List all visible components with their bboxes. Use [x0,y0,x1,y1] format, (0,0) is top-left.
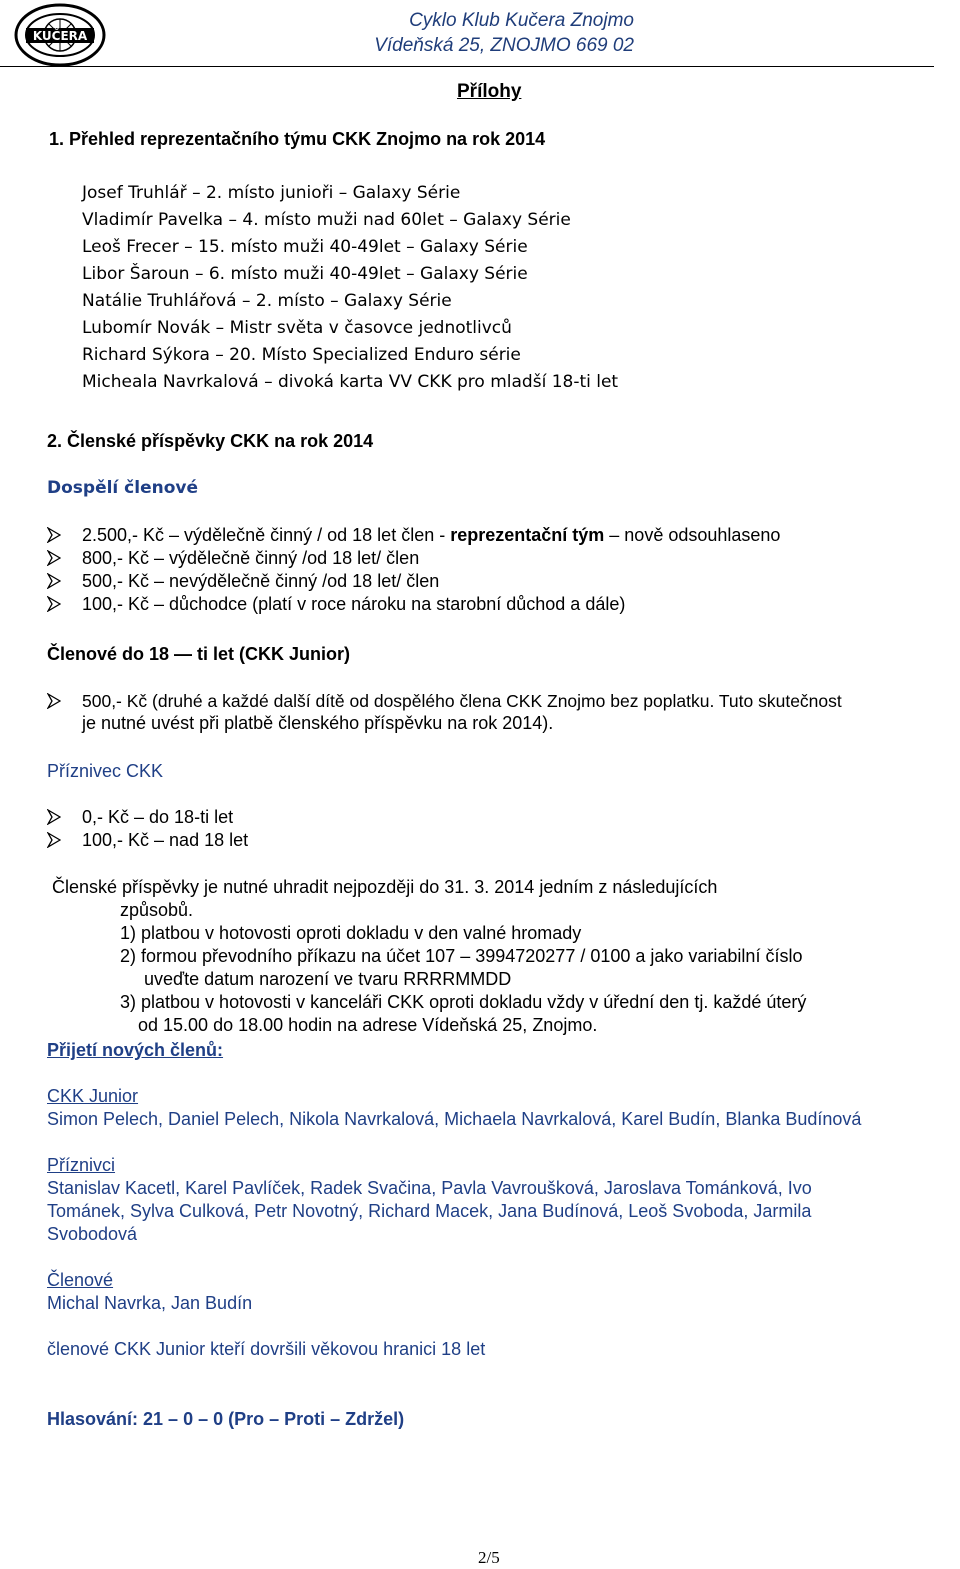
team-line: Micheala Navrkalová – divoká karta VV CKK pro mladší 18-ti let [82,372,619,392]
juniors-heading: Členové do 18 — ti let (CKK Junior) [47,644,351,664]
supporters-names: Stanislav Kacetl, Karel Pavlíček, Radek Svačina, Pavla Vavroušková, Jaroslava Tománková, Ivo [47,1178,812,1198]
new-members-heading: Přijetí nových členů: [47,1040,224,1060]
payment-option-1: 1) platbou v hotovosti oproti dokladu v den valné hromady [120,923,582,943]
section-2-title: 2. Členské příspěvky CKK na rok 2014 [47,431,374,451]
fee-item: 100,- Kč – důchodce (platí v roce nároku na starobní důchod a dále) [82,594,626,614]
payment-option-3: 3) platbou v hotovosti v kanceláři CKK oproti dokladu vždy v úřední den tj. každé úterý [120,992,807,1012]
arrow-bullet-icon [47,596,61,612]
members-label: Členové [47,1270,114,1290]
team-line: Libor Šaroun – 6. místo muži 40-49let – Galaxy Série [82,264,528,284]
team-line: Vladimír Pavelka – 4. místo muži nad 60let – Galaxy Série [82,210,571,230]
svg-text:KUČERA: KUČERA [32,29,88,43]
arrow-bullet-icon [47,832,61,848]
team-line: Richard Sýkora – 20. Místo Specialized Enduro série [82,345,521,365]
team-line: Leoš Frecer – 15. místo muži 40-49let – Galaxy Série [82,237,528,257]
team-line: Natálie Truhlářová – 2. místo – Galaxy Série [82,291,452,311]
supporter-fee-item: 0,- Kč – do 18-ti let [82,807,234,827]
club-address: Vídeňská 25, ZNOJMO 669 02 [374,35,634,56]
payment-intro: Členské příspěvky je nutné uhradit nejpozději do 31. 3. 2014 jedním z následujících [52,877,718,897]
fee-item: 800,- Kč – výdělečně činný /od 18 let/ člen [82,548,420,568]
header-divider [0,66,934,67]
supporters-names-cont: Svobodová [47,1224,138,1244]
vote-result: Hlasování: 21 – 0 – 0 (Pro – Proti – Zdržel) [47,1409,405,1429]
supporters-label: Příznivci [47,1155,116,1175]
payment-option-3-cont: od 15.00 do 18.00 hodin na adrese Vídeňská 25, Znojmo. [138,1015,598,1035]
team-line: Josef Truhlář – 2. místo junioři – Galaxy Série [82,183,461,203]
team-line: Lubomír Novák – Mistr světa v časovce jednotlivců [82,318,512,338]
arrow-bullet-icon [47,527,61,543]
fee-item: 2.500,- Kč – výdělečně činný / od 18 let člen - reprezentační tým – nově odsouhlaseno [82,525,781,545]
arrow-bullet-icon [47,550,61,566]
members-note: členové CKK Junior kteří dovršili věkovou hranici 18 let [47,1339,486,1359]
arrow-bullet-icon [47,693,61,709]
supporters-names-cont: Tománek, Sylva Culková, Petr Novotný, Richard Macek, Jana Budínová, Leoš Svoboda, Jarmila [47,1201,812,1221]
supporter-heading: Příznivec CKK [47,761,164,781]
arrow-bullet-icon [47,809,61,825]
payment-option-2: 2) formou převodního příkazu na účet 107 – 3994720277 / 0100 a jako variabilní číslo [120,946,803,966]
section-1-title: 1. Přehled reprezentačního týmu CKK Znojmo na rok 2014 [49,129,546,149]
junior-fee-item: 500,- Kč (druhé a každé další dítě od dospělého člena CKK Znojmo bez poplatku. Tuto skutečnost [82,691,842,711]
club-name: Cyklo Klub Kučera Znojmo [409,10,634,31]
arrow-bullet-icon [47,573,61,589]
club-logo-icon [12,2,108,68]
junior-label: CKK Junior [47,1086,139,1106]
supporter-fee-item: 100,- Kč – nad 18 let [82,830,249,850]
junior-names: Simon Pelech, Daniel Pelech, Nikola Navrkalová, Michaela Navrkalová, Karel Budín, Blanka Budínová [47,1109,862,1129]
junior-fee-item-cont: je nutné uvést při platbě členského příspěvku na rok 2014). [82,713,554,733]
payment-intro-cont: způsobů. [120,900,194,920]
fee-item: 500,- Kč – nevýdělečně činný /od 18 let/ člen [82,571,440,591]
adults-heading: Dospělí členové [47,478,199,498]
page-number: 2/5 [478,1548,500,1567]
payment-option-2-cont: uveďte datum narození ve tvaru RRRRMMDD [144,969,512,989]
document-title: Přílohy [457,81,522,102]
members-names: Michal Navrka, Jan Budín [47,1293,253,1313]
